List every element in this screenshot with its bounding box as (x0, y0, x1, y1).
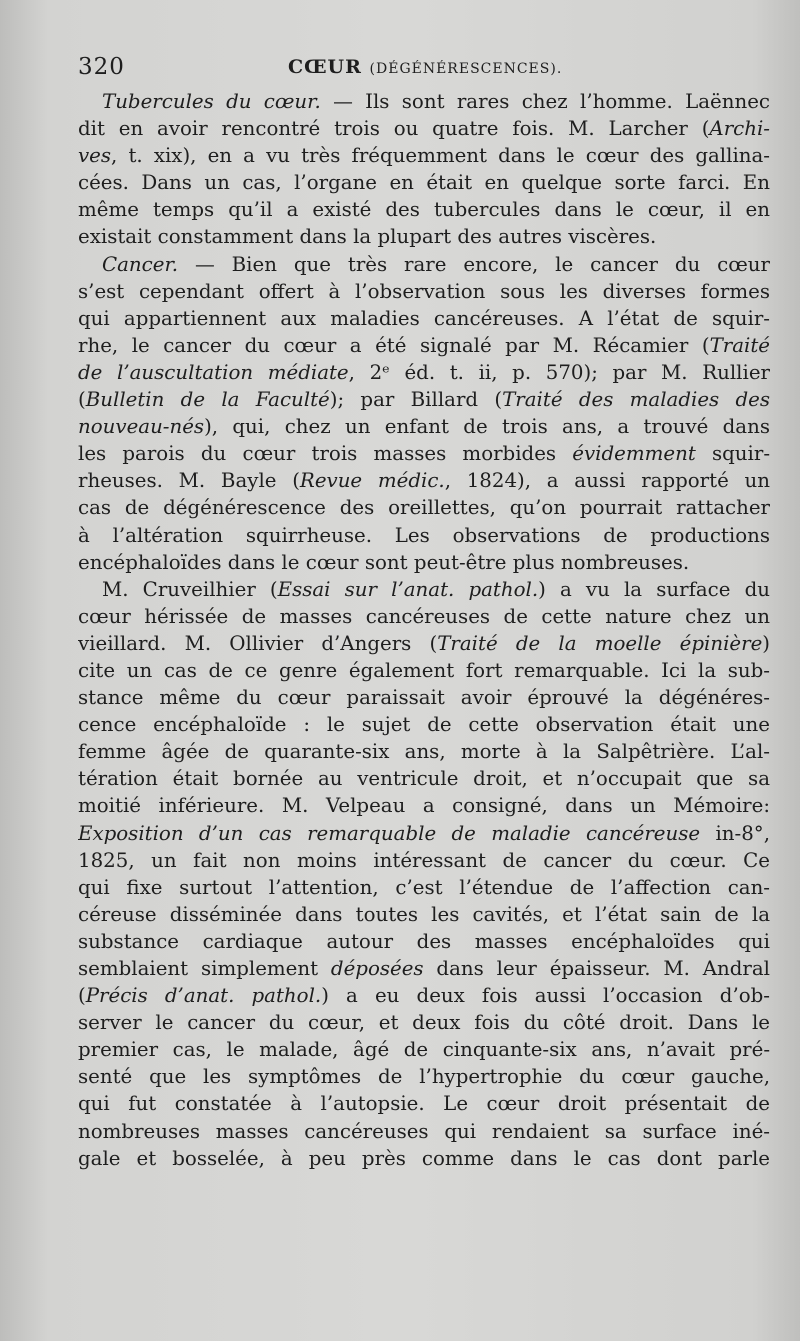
text-run: à l’altération squirrheuse. Les observations de productions (78, 523, 770, 547)
text-run: même temps qu’il a existé des tubercules dans le cœur, il en (78, 198, 770, 222)
text-line (78, 955, 770, 982)
text-run: vieillard. M. Ollivier d’Angers ( (78, 631, 438, 655)
running-head (288, 56, 562, 78)
text-run: ); par Billard ( (329, 388, 503, 412)
text-run: cœur hérissée de masses cancéreuses de cette nature chez un (78, 604, 770, 628)
text-line (78, 1145, 770, 1172)
text-line (78, 522, 770, 549)
text-run: qui appartiennent aux maladies cancéreuses. A l’état de squir- (78, 306, 770, 330)
italic-text: Cancer. (102, 252, 179, 276)
text-run: , t. xix), en a vu très fréquemment dans le cœur des gallina- (111, 144, 770, 168)
text-run: cées. Dans un cas, l’organe en était en quelque sorte farci. En (78, 171, 770, 195)
text-run: — Bien que très rare encore, le cancer du cœur (178, 252, 770, 276)
italic-text: Bulletin de la Faculté (85, 388, 330, 412)
text-line (78, 576, 770, 603)
text-line (78, 982, 770, 1009)
italic-text: ves (78, 144, 112, 168)
text-run: ) (762, 631, 770, 655)
text-run: senté que les symptômes de l’hypertrophie du cœur gauche, (78, 1065, 770, 1089)
text-line (78, 494, 770, 521)
text-line (78, 847, 770, 874)
italic-text: Traité des maladies des (502, 388, 770, 412)
italic-text: Exposition d’un cas remarquable de maladie cancéreuse (78, 821, 701, 845)
text-run: cence encéphaloïde : le sujet de cette observation était une (78, 713, 770, 737)
text-run: 1825, un fait non moins intéressant de cancer du cœur. Ce (78, 848, 770, 872)
text-line (78, 386, 770, 413)
text-run: céreuse disséminée dans toutes les cavités, et l’état sain de la (78, 902, 770, 926)
text-line (78, 684, 770, 711)
text-run: , 2ᵉ éd. t. ii, p. 570); par M. Rullier (348, 360, 770, 384)
text-line (78, 792, 770, 819)
italic-text: Traité de la moelle épinière (437, 631, 763, 655)
text-line (78, 928, 770, 955)
running-head-sub: (DÉGÉNÉRESCENCES). (369, 61, 563, 77)
text-line (78, 901, 770, 928)
text-line (78, 88, 770, 115)
text-run: femme âgée de quarante-six ans, morte à la Salpêtrière. L’al- (78, 740, 770, 764)
text-line (78, 223, 770, 250)
text-line (78, 603, 770, 630)
text-run: server le cancer du cœur, et deux fois du côté droit. Dans le (78, 1011, 770, 1035)
text-line (78, 332, 770, 359)
text-run: cas de dégénérescence des oreillettes, qu’on pourrait rattacher (78, 496, 770, 520)
italic-text: Revue médic. (299, 469, 445, 493)
text-line (78, 467, 770, 494)
italic-text: Archi- (709, 117, 770, 141)
italic-text: déposées (330, 957, 424, 980)
text-run: in-8°, (700, 821, 770, 845)
text-run: qui fut constatée à l’autopsie. Le cœur droit présentait de (78, 1092, 770, 1116)
text-line (78, 765, 770, 792)
italic-text: nouveau-nés (78, 415, 205, 439)
text-line (78, 820, 770, 847)
text-run: substance cardiaque autour des masses encéphaloïdes qui (78, 929, 770, 953)
text-line (78, 169, 770, 196)
text-line (78, 196, 770, 223)
text-run: dans leur épaisseur. M. Andral (423, 957, 770, 980)
text-run: squir- (695, 442, 770, 466)
text-line (78, 359, 770, 386)
text-line (78, 711, 770, 738)
text-run: gale et bosselée, à peu près comme dans le cas dont parle (78, 1146, 770, 1170)
text-run: encéphaloïdes dans le cœur sont peut-être plus nombreuses. (78, 550, 690, 574)
text-line (78, 1090, 770, 1117)
text-line (78, 1036, 770, 1063)
text-line (78, 549, 770, 576)
text-line (78, 1009, 770, 1036)
italic-text: évidemment (572, 442, 696, 466)
text-run: semblaient simplement (78, 957, 331, 980)
text-line (78, 657, 770, 684)
italic-text: Précis d’anat. pathol. (85, 984, 322, 1008)
text-run: ( (78, 984, 86, 1008)
text-run: les parois du cœur trois masses morbides (78, 442, 573, 466)
text-run: qui fixe surtout l’attention, c’est l’étendue de l’affection can- (78, 875, 770, 899)
text-line (78, 251, 770, 278)
text-run: cite un cas de ce genre également fort remarquable. Ici la sub- (78, 658, 770, 682)
italic-text: Essai sur l’anat. pathol. (277, 577, 539, 601)
text-line (78, 413, 770, 440)
text-line (78, 115, 770, 142)
text-run: premier cas, le malade, âgé de cinquante-six ans, n’avait pré- (78, 1038, 770, 1062)
text-line (78, 1118, 770, 1145)
text-run: ( (78, 388, 86, 412)
text-run: s’est cependant offert à l’observation sous les diverses formes (78, 279, 770, 303)
page-header (78, 52, 768, 86)
text-run: ) a eu deux fois aussi l’occasion d’ob- (321, 984, 770, 1008)
italic-text: Traité (709, 333, 770, 357)
text-line (78, 278, 770, 305)
text-line (78, 738, 770, 765)
text-run: existait constamment dans la plupart des autres viscères. (78, 225, 657, 249)
text-line (78, 440, 770, 467)
text-run: rheuses. M. Bayle ( (78, 469, 300, 493)
text-line (78, 630, 770, 657)
page-number: 320 (78, 54, 125, 80)
text-run: stance même du cœur paraissait avoir éprouvé la dégénéres- (78, 686, 770, 710)
text-line (78, 305, 770, 332)
text-run: , 1824), a aussi rapporté un (444, 469, 770, 493)
text-line (78, 142, 770, 169)
text-run: tération était bornée au ventricule droit, et n’occupait que sa (78, 767, 770, 791)
text-run: dit en avoir rencontré trois ou quatre fois. M. Larcher ( (78, 117, 710, 141)
text-run: ), qui, chez un enfant de trois ans, a trouvé dans (204, 415, 770, 439)
text-body (78, 88, 770, 1172)
italic-text: de l’auscultation médiate (78, 360, 349, 384)
text-run: M. Cruveilhier ( (102, 577, 278, 601)
text-run: moitié inférieure. M. Velpeau a consigné, dans un Mémoire: (78, 794, 770, 818)
text-run: — Ils sont rares chez l’homme. Laënnec (320, 90, 770, 113)
running-head-main: CŒUR (288, 56, 362, 78)
text-line (78, 1063, 770, 1090)
text-line (78, 874, 770, 901)
text-run: ) a vu la surface du (538, 577, 770, 601)
text-run: rhe, le cancer du cœur a été signalé par M. Récamier ( (78, 333, 710, 357)
text-run: nombreuses masses cancéreuses qui rendaient sa surface iné- (78, 1119, 770, 1143)
italic-text: Tubercules du cœur. (102, 90, 321, 113)
